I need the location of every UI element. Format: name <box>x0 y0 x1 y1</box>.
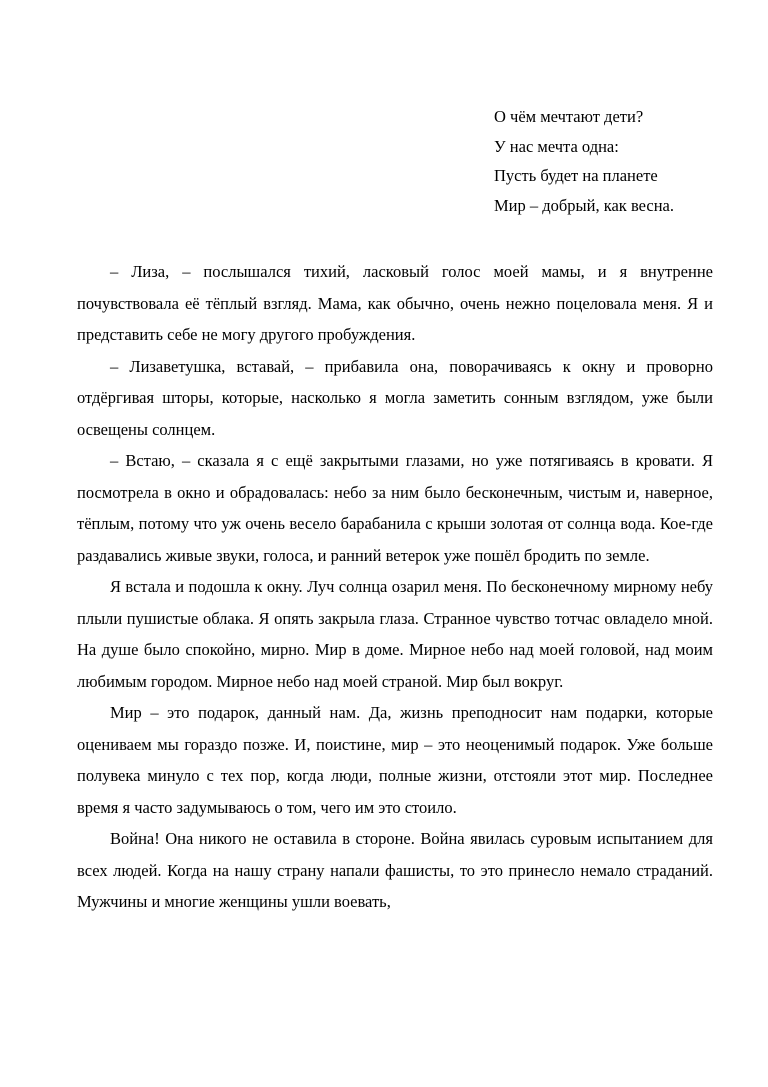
epigraph-line: У нас мечта одна: <box>494 136 619 156</box>
paragraph: – Лизаветушка, вставай, – прибавила она, поворачиваясь к окну и проворно отдёргивая шторы, которые, насколько я могла заметить сонным взглядом, уже были освещены солнцем. <box>77 356 713 439</box>
paragraph: – Встаю, – сказала я с ещё закрытыми глазами, но уже потягиваясь в кровати. Я посмотрела в окно и обрадовалась: небо за ним было бесконечным, чистым и, наверное, тёплым, потому что уж очень весело барабанила с крыши золотая от солнца вода. Кое-где раздавались живые звуки, голоса, и ранний ветерок уже пошёл бродить по земле. <box>77 451 713 565</box>
paragraph: Мир – это подарок, данный нам. Да, жизнь преподносит нам подарки, которые оцениваем мы гораздо позже. И, поистине, мир – это неоценимый подарок. Уже больше полувека минуло с тех пор, когда люди, полные жизни, отстояли этот мир. Последнее время я часто задумываюсь о том, чего им это стоило. <box>77 703 713 817</box>
paragraph: Я встала и подошла к окну. Луч солнца озарил меня. По бесконечному мирному небу плыли пушистые облака. Я опять закрыла глаза. Странное чувство тотчас овладело мной. На душе было спокойно, мирно. Мир в доме. Мирное небо над моей головой, над моим любимым городом. Мирное небо над моей страной. Мир был вокруг. <box>77 577 713 691</box>
epigraph-line: Мир – добрый, как весна. <box>494 195 674 215</box>
epigraph <box>494 102 734 220</box>
paragraph: Война! Она никого не оставила в стороне. Война явилась суровым испытанием для всех людей. Когда на нашу страну напали фашисты, то это принесло немало страданий. Мужчины и многие женщины ушли воевать, <box>77 829 713 911</box>
paragraph: – Лиза, – послышался тихий, ласковый голос моей мамы, и я внутренне почувствовала её тёплый взгляд. Мама, как обычно, очень нежно поцеловала меня. Я и представить себе не могу другого пробуждения. <box>77 262 713 344</box>
epigraph-line: Пусть будет на планете <box>494 166 658 185</box>
epigraph-line: О чём мечтают дети? <box>494 107 644 126</box>
body-text <box>77 256 713 918</box>
